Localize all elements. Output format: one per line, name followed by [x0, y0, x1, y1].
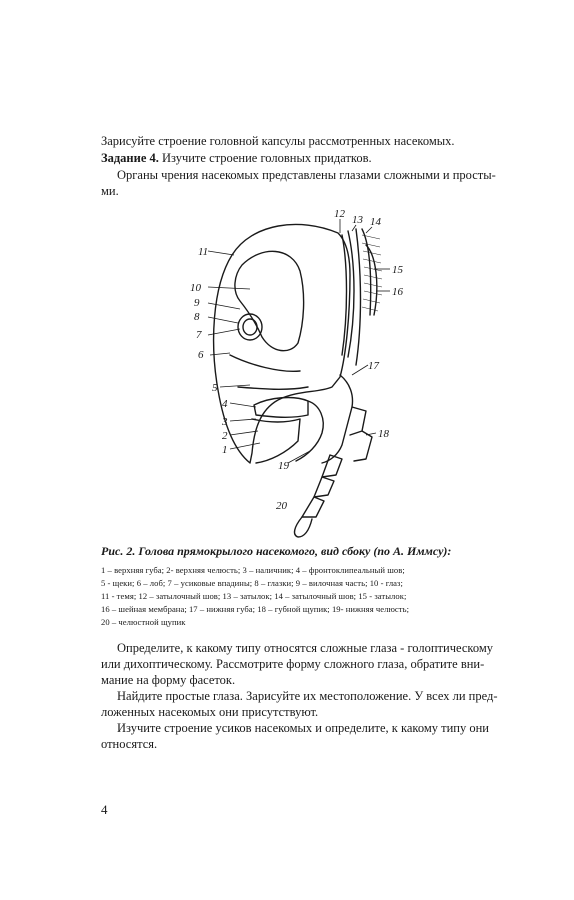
figure-label: 15: [392, 264, 403, 276]
labrum: [252, 419, 300, 463]
figure-label: 20: [276, 500, 287, 512]
legend-line: 5 - щеки; 6 – лоб; 7 – усиковые впадины; 8 – глазки; 9 – вилочная часть; 10 - глаз;: [101, 578, 403, 588]
figure-label: 13: [352, 214, 363, 226]
text-line: мание на форму фасеток.: [101, 673, 236, 687]
cervical-membrane-hatching: [362, 235, 382, 311]
insect-head-figure: [190, 205, 440, 540]
figure-label: 7: [196, 329, 202, 341]
antennal-socket: [238, 314, 262, 340]
text-line: относятся.: [101, 737, 158, 751]
legend-line: 11 - темя; 12 – затылочный шов; 13 – затылок; 14 – затылочный шов; 15 - затылок;: [101, 591, 407, 601]
figure-label: 19: [278, 460, 289, 472]
figure-label: 9: [194, 297, 200, 309]
figure-label: 10: [190, 282, 201, 294]
text-line: Определите, к какому типу относятся сложные глаза - голоптическому: [117, 641, 493, 655]
text-line: Изучите строение усиков насекомых и определите, к какому типу они: [117, 721, 489, 735]
page-number: 4: [101, 802, 108, 817]
text-line: Органы чрения насекомых представлены глазами сложными и просты-: [117, 168, 496, 182]
legend-line: 16 – шейная мембрана; 17 – нижняя губа; 18 – губной щупик; 19- нижняя челюсть;: [101, 604, 410, 614]
figure-label: 8: [194, 311, 200, 323]
figure-label: 16: [392, 286, 403, 298]
figure-label: 3: [222, 416, 228, 428]
figure-label: 4: [222, 398, 228, 410]
figure-label: 1: [222, 444, 228, 456]
legend-line: 1 – верхняя губа; 2- верхняя челюсть; 3 – наличник; 4 – фронтоклипеальный шов;: [101, 565, 405, 575]
figure-label: 11: [198, 246, 209, 258]
task-text: Изучите строение головных придатков.: [158, 151, 372, 165]
text-line: ложенных насекомых они присутствуют.: [101, 705, 319, 719]
text-line: Найдите простые глаза. Зарисуйте их местоположение. У всех ли пред-: [117, 689, 498, 703]
text-line: ми.: [101, 184, 119, 198]
figure-label: 12: [334, 208, 345, 220]
figure-label: 6: [198, 349, 204, 361]
figure-label: 2: [222, 430, 228, 442]
text-line: или дихоптическому. Рассмотрите форму сложного глаза, обратите вни-: [101, 657, 485, 671]
figure-label: 14: [370, 216, 381, 228]
occipital-suture: [342, 235, 347, 355]
task-label: Задание 4.: [101, 151, 159, 165]
antennal-socket-inner: [243, 319, 257, 335]
task-heading: [101, 150, 513, 166]
compound-eye: [235, 251, 304, 350]
labial-palp: [350, 407, 366, 435]
legend-line: 20 – челюстной щупик: [101, 617, 186, 627]
figure-caption: Рис. 2. Голова прямокрылого насекомого, вид сбоку (по А. Иммсу):: [101, 544, 452, 558]
figure-label: 18: [378, 428, 389, 440]
maxilla: [296, 401, 323, 461]
text-line: Зарисуйте строение головной капсулы рассмотренных насекомых.: [101, 134, 455, 148]
head-capsule-outline: [214, 224, 350, 463]
figure-label: 5: [212, 382, 218, 394]
figure-label: 17: [368, 360, 379, 372]
